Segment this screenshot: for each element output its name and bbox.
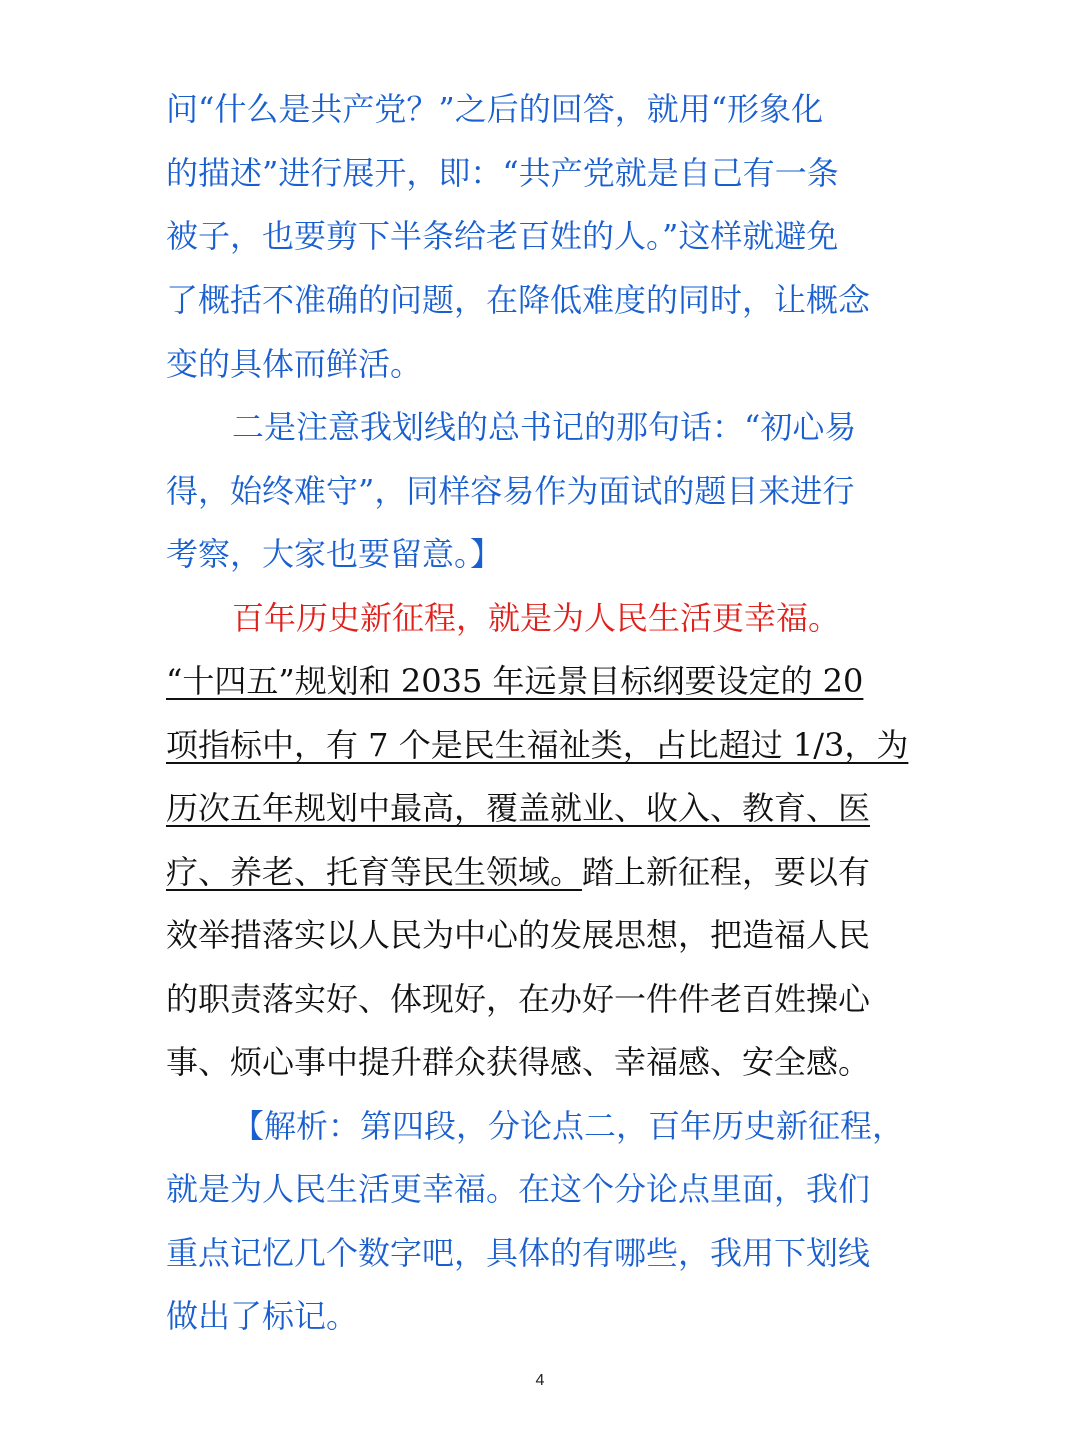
page-number: 4 (535, 1372, 545, 1389)
text-line: 重点记忆几个数字吧，具体的有哪些，我用下划线 (166, 1234, 871, 1272)
text-line: 了概括不准确的问题，在降低难度的同时，让概念 (166, 281, 871, 319)
text-line: 的职责落实好、体现好，在办好一件件老百姓操心 (166, 980, 871, 1018)
underlined-text: 疗、养老、托育等民生领域。 (166, 853, 583, 891)
section-heading: 百年历史新征程，就是为人民生活更幸福。 (232, 599, 841, 637)
text-line: 变的具体而鲜活。 (166, 345, 423, 383)
underlined-text-line: “十四五”规划和 2035 年远景目标纲要设定的 20 (166, 662, 864, 700)
text-line: 被子，也要剪下半条给老百姓的人。”这样就避免 (166, 217, 839, 255)
text-line: 考察，大家也要留意。】 (166, 535, 503, 573)
text-line: 问“什么是共产党？”之后的回答，就用“形象化 (166, 90, 824, 128)
text-line: 的描述”进行展开，即：“共产党就是自己有一条 (166, 154, 839, 192)
text-span: 踏上新征程，要以有 (582, 853, 871, 891)
underlined-text-line: 历次五年规划中最高，覆盖就业、收入、教育、医 (166, 789, 871, 827)
text-line: 事、烦心事中提升群众获得感、幸福感、安全感。 (166, 1043, 871, 1081)
text-line: 二是注意我划线的总书记的那句话：“初心易 (232, 408, 857, 446)
text-line: 效举措落实以人民为中心的发展思想，把造福人民 (166, 916, 871, 954)
text-line (166, 849, 916, 895)
text-line: 就是为人民生活更幸福。在这个分论点里面，我们 (166, 1170, 871, 1208)
text-line: 得，始终难守”，同样容易作为面试的题目来进行 (166, 472, 855, 510)
underlined-text-line: 项指标中，有 7 个是民生福祉类，占比超过 1/3，为 (166, 726, 909, 764)
text-line: 做出了标记。 (166, 1297, 359, 1335)
text-line: 【解析：第四段，分论点二，百年历史新征程， (232, 1107, 905, 1145)
